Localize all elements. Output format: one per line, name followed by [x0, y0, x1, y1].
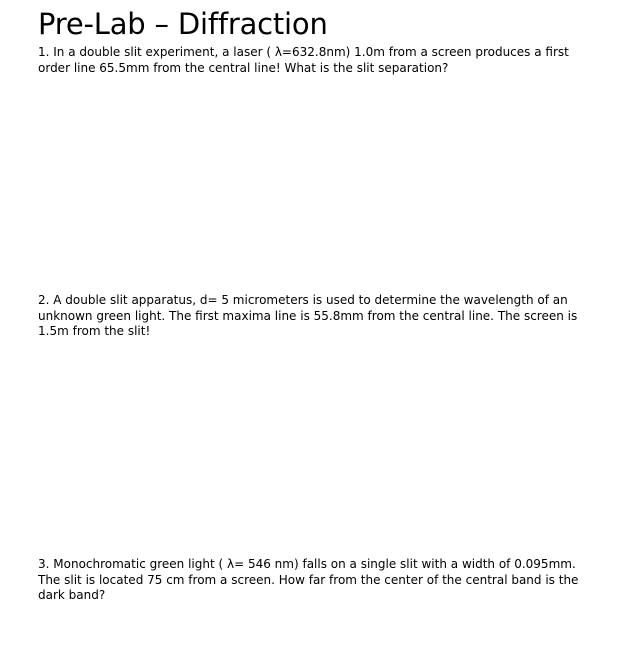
question-1: 1. In a double slit experiment, a laser ( λ=632.8nm) 1.0m from a screen produces a first order line 65.5mm from the central line! What is the slit separation? — [38, 45, 569, 75]
question-3: 3. Monochromatic green light ( λ= 546 nm) falls on a single slit with a width of 0.095mm. The slit is located 75 cm from a screen. How far from the center of the central band is the dark band? — [38, 557, 579, 602]
page-title: Pre-Lab – Diffraction — [38, 7, 328, 41]
question-2: 2. A double slit apparatus, d= 5 micrometers is used to determine the wavelength of an unknown green light. The first maxima line is 55.8mm from the central line. The screen is 1.5m from the slit! — [38, 293, 578, 338]
